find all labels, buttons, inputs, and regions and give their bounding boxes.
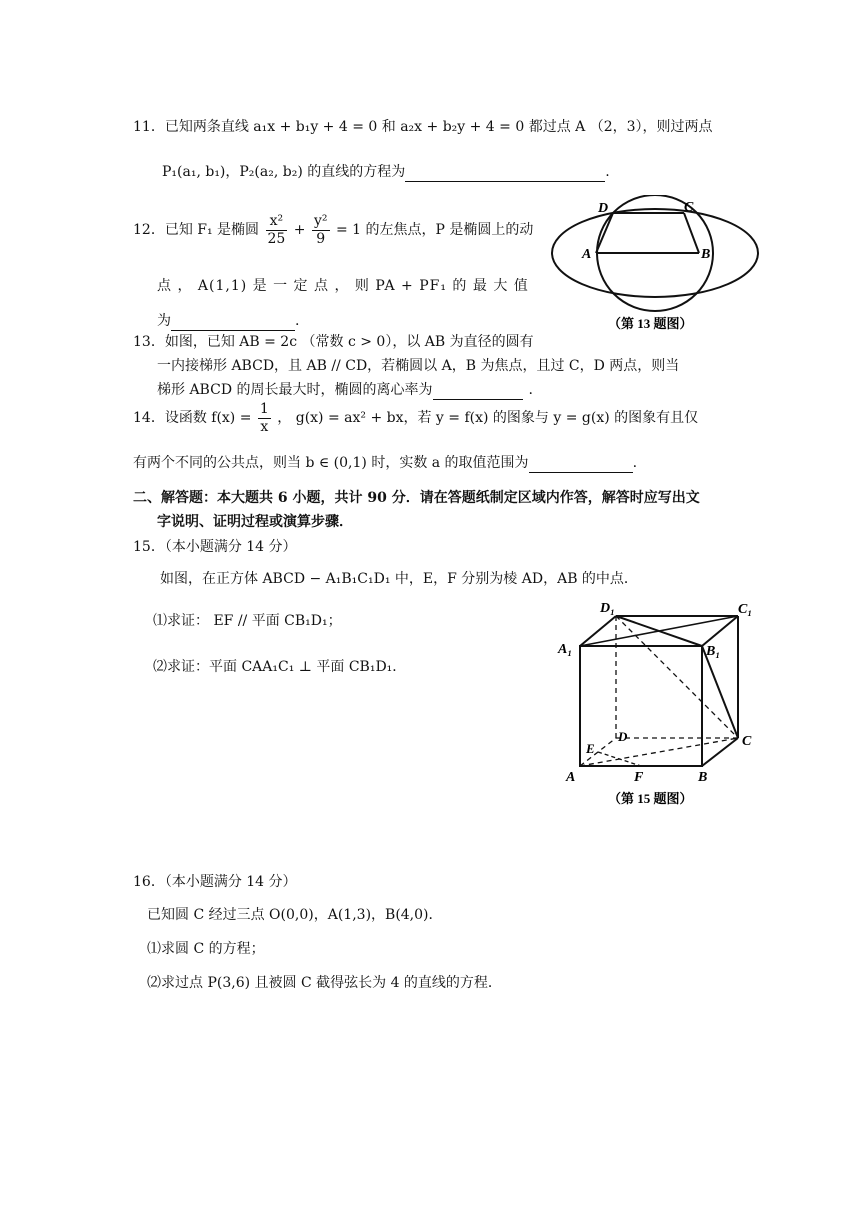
q12-answer-blank[interactable] — [171, 314, 295, 331]
fig15-label-d1: D₁ — [600, 601, 615, 616]
q13-line3 — [157, 380, 533, 400]
fig15-label-d: D — [618, 729, 628, 744]
section2-line1: 二、解答题：本大题共 6 小题，共计 90 分．请在答题纸制定区域内作答，解答时应写出文 — [133, 490, 700, 506]
q14-fraction — [258, 401, 271, 436]
q16-part1: ⑴求圆 C 的方程； — [147, 941, 265, 957]
q12-end: . — [295, 313, 300, 329]
q12-pre: 12．已知 F₁ 是椭圆 — [133, 222, 260, 238]
q13-answer-blank[interactable] — [433, 383, 523, 400]
q12-fraction-y — [312, 213, 330, 248]
fig15-hidden-d1c — [616, 616, 738, 738]
q12-frac2-num: y² — [313, 212, 328, 229]
fig13-segment-ad — [596, 213, 613, 253]
fig15-label-b1: B₁ — [706, 644, 721, 659]
q15-part2: ⑵求证：平面 CAA₁C₁ ⊥ 平面 CB₁D₁． — [153, 659, 407, 675]
q14-line2-text: 有两个不同的公共点，则当 b ∈ (0,1) 时，实数 a 的取值范围为 — [133, 455, 529, 471]
q14-frac-num: 1 — [259, 400, 269, 417]
q13-end: . — [528, 382, 533, 398]
fig13-label-c: C — [684, 200, 694, 215]
fig15-edge-b1c1 — [702, 616, 738, 646]
fig15-hidden-ef — [598, 752, 641, 766]
fig13-label-a: A — [582, 247, 592, 262]
q12-plus: + — [293, 222, 306, 238]
q11-line2-text: P₁(a₁, b₁)，P₂(a₂, b₂) 的直线的方程为 — [162, 164, 406, 180]
q15-header: 15．（本小题满分 14 分） — [133, 539, 297, 555]
q12-frac1-den: 25 — [267, 230, 286, 247]
section2-line2: 字说明、证明过程或演算步骤． — [157, 514, 353, 530]
fig15-label-e: E — [586, 741, 595, 756]
q13-line1: 13．如图，已知 AB = 2c （常数 c > 0），以 AB 为直径的圆有 — [133, 334, 534, 350]
q12-post: = 1 的左焦点，P 是椭圆上的动 — [335, 222, 534, 238]
q11-line1: 11．已知两条直线 a₁x + b₁y + 4 = 0 和 a₂x + b₂y + 4 = 0 都过点 A （2，3），则过两点 — [133, 119, 713, 135]
fig15-front-face — [580, 646, 702, 766]
q16-header: 16．（本小题满分 14 分） — [133, 874, 297, 890]
fig13-caption: （第 13 题图） — [608, 316, 693, 331]
q12-line1 — [133, 212, 533, 248]
q13-line3-text: 梯形 ABCD 的周长最大时，椭圆的离心率为 — [157, 382, 433, 398]
fig15-edge-bc — [702, 738, 738, 766]
q12-line2: 点 ， A(1,1) 是 一 定 点 ， 则 PA + PF₁ 的 最 大 值 — [157, 278, 529, 294]
fig15-label-c: C — [742, 734, 752, 749]
figure-13 — [548, 195, 770, 335]
figure-13-diagram — [548, 195, 770, 335]
q12-fraction-x — [266, 213, 288, 248]
fig15-label-f: F — [634, 770, 644, 785]
q12-line3-text: 为 — [157, 313, 171, 329]
q14-post: ， g(x) = ax² + bx，若 y = f(x) 的图象与 y = g(x) 的图象有且仅 — [277, 410, 699, 426]
q12-frac1-num: x² — [266, 213, 288, 231]
figure-15 — [552, 598, 772, 810]
fig15-label-b: B — [698, 770, 708, 785]
fig15-caption: （第 15 题图） — [608, 791, 693, 806]
fig15-label-a1: A₁ — [558, 642, 573, 657]
q13-line2: 一内接梯形 ABCD，且 AB // CD，若椭圆以 A，B 为焦点，且过 C，D 两点，则当 — [157, 358, 680, 374]
q14-line1 — [133, 400, 698, 436]
q15-intro: 如图，在正方体 ABCD − A₁B₁C₁D₁ 中，E，F 分别为棱 AD，AB 的中点． — [160, 571, 638, 587]
q14-answer-blank[interactable] — [529, 456, 633, 473]
q16-part2: ⑵求过点 P(3,6) 且被圆 C 截得弦长为 4 的直线的方程． — [147, 975, 502, 991]
fig15-a1c1 — [580, 616, 738, 646]
q12-line3 — [157, 311, 299, 331]
fig13-segment-bc — [684, 213, 699, 253]
q15-part1: ⑴求证： EF // 平面 CB₁D₁； — [153, 613, 342, 629]
fig15-label-c1: C₁ — [738, 602, 753, 617]
fig15-hidden-ac — [580, 738, 738, 766]
fig13-label-b: B — [701, 247, 711, 262]
q11-answer-blank[interactable] — [405, 165, 605, 182]
q14-end: . — [632, 455, 638, 471]
q11-line2 — [162, 162, 610, 182]
fig15-label-a: A — [566, 770, 576, 785]
q14-line2 — [133, 453, 637, 473]
fig15-b1c — [702, 646, 738, 738]
q14-frac-den: x — [260, 418, 269, 435]
q12-frac2-den: 9 — [316, 230, 326, 247]
figure-15-diagram — [552, 598, 772, 810]
q11-end: . — [605, 164, 610, 180]
fig13-label-d: D — [598, 201, 609, 216]
fig15-edge-a1d1 — [580, 616, 616, 646]
q16-intro: 已知圆 C 经过三点 O(0,0)，A(1,3)，B(4,0)． — [147, 907, 443, 923]
q14-pre: 14．设函数 f(x) = — [133, 410, 252, 426]
